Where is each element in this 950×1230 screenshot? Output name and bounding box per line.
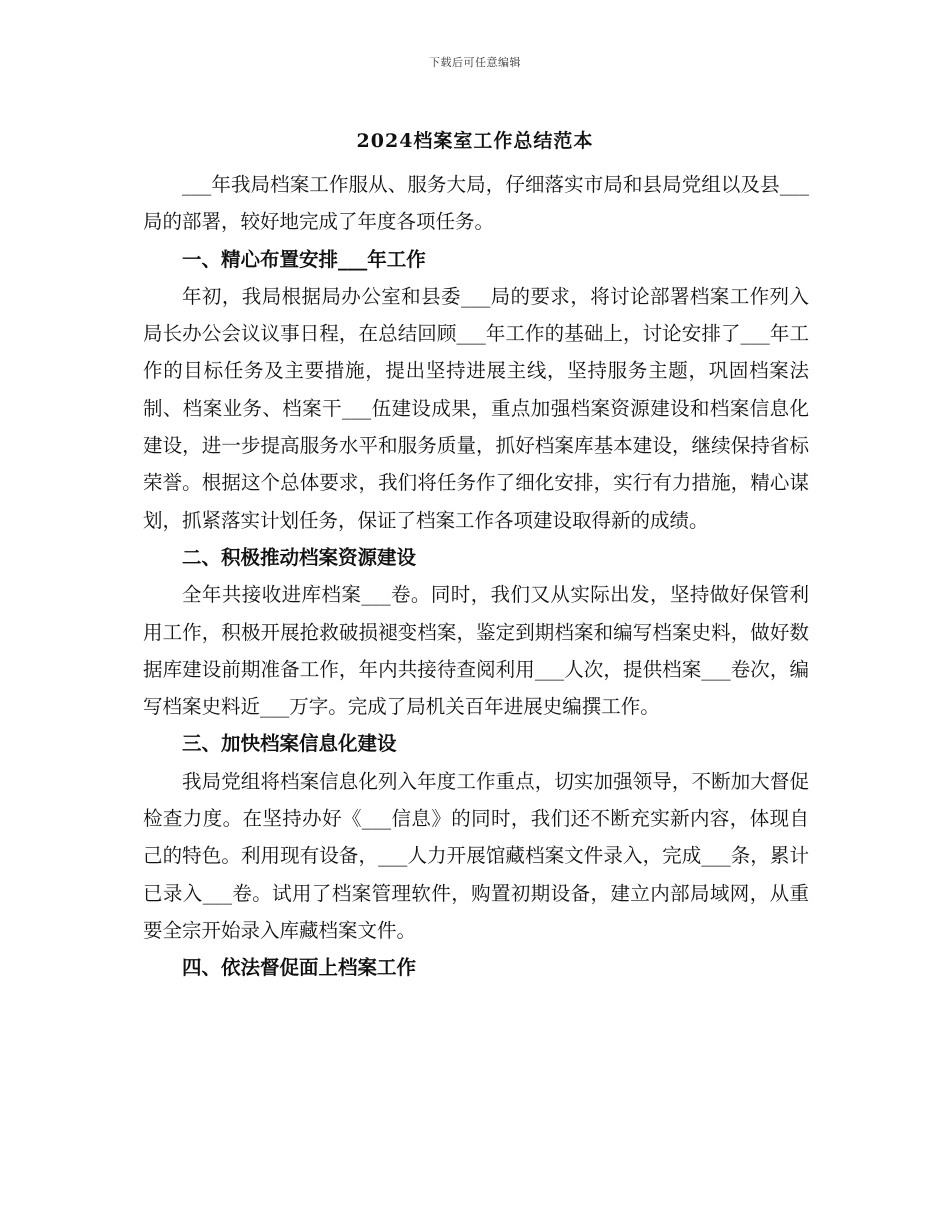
section-heading-3: 三、加快档案信息化建设 <box>182 732 397 756</box>
section-3-paragraph: 我局党组将档案信息化列入年度工作重点，切实加强领导，不断加大督促检查力度。在坚持办好《___信息》的同时，我们还不断充实新内容，体现自己的特色。利用现有设备，___人力开展馆藏档案文件录入，完成___条，累计已录入___卷。试用了档案管理软件，购置初期设备，建立内部局域网，从重要全宗开始录入库藏档案文件。 <box>143 769 809 942</box>
section-1-paragraph: 年初，我局根据局办公室和县委___局的要求，将讨论部署档案工作列入局长办公会议议事日程，在总结回顾___年工作的基础上，讨论安排了___年工作的目标任务及主要措施，提出坚持进展主线，坚持服务主题，巩固档案法制、档案业务、档案干___伍建设成果，重点加强档案资源建设和档案信息化建设，进一步提高服务水平和服务质量，抓好档案库基本建设，继续保持省标荣誉。根据这个总体要求，我们将任务作了细化安排，实行有力措施，精心谋划，抓紧落实计划任务，保证了档案工作各项建设取得新的成绩。 <box>143 284 809 532</box>
section-heading-2: 二、积极推动档案资源建设 <box>182 545 417 569</box>
intro-paragraph: ___年我局档案工作服从、服务大局，仔细落实市局和县局党组以及县___局的部署，较好地完成了年度各项任务。 <box>143 173 809 234</box>
section-heading-4: 四、依法督促面上档案工作 <box>182 956 417 980</box>
page-header-note: 下载后可任意编辑 <box>429 56 521 69</box>
document-body <box>143 166 809 987</box>
document-title: 2024档案室工作总结范本 <box>356 130 594 152</box>
section-heading-1: 一、精心布置安排___年工作 <box>182 247 426 271</box>
section-2-paragraph: 全年共接收进库档案___卷。同时，我们又从实际出发，坚持做好保管利用工作，积极开展抢救破损褪变档案，鉴定到期档案和编写档案史料，做好数据库建设前期准备工作，年内共接待查阅利用___人次，提供档案___卷次，编写档案史料近___万字。完成了局机关百年进展史编撰工作。 <box>143 583 809 719</box>
